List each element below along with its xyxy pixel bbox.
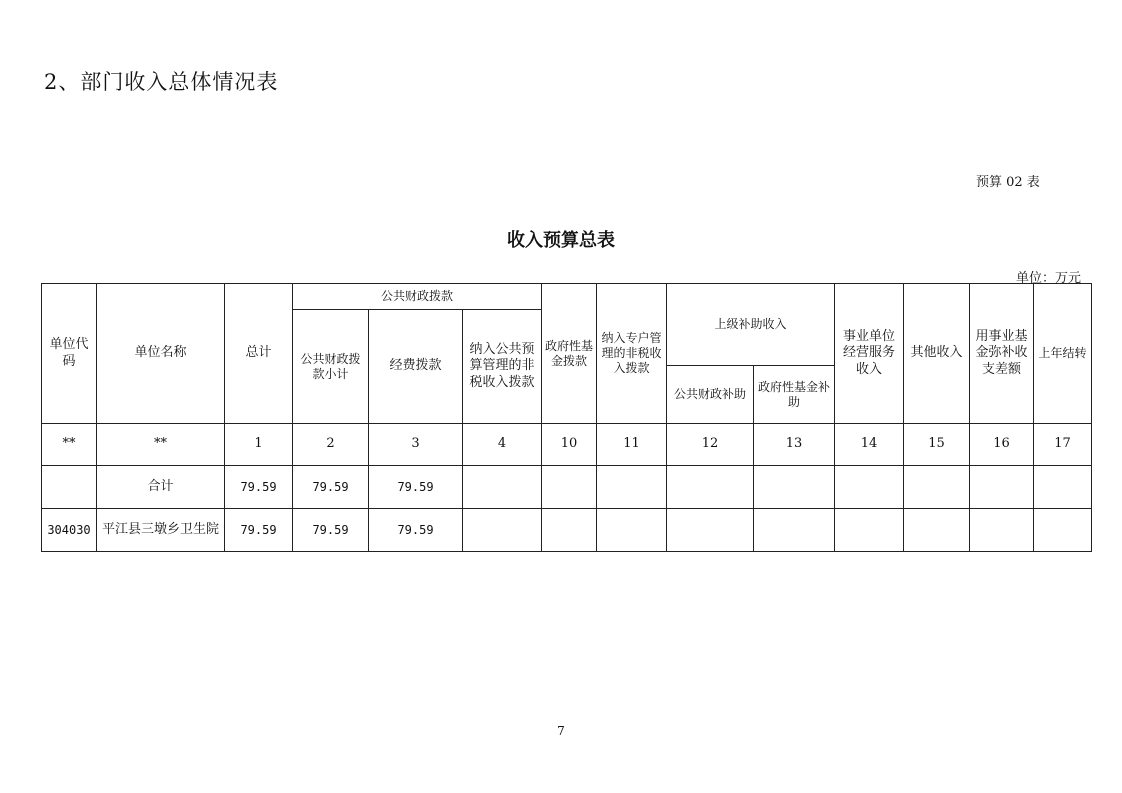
column-code: 15	[904, 424, 970, 466]
header-special-non-tax: 纳入专户管理的非税收入拨款	[597, 284, 667, 424]
header-public-finance: 公共财政拨款	[293, 284, 542, 310]
cell-unit-code	[42, 466, 97, 509]
cell-public-finance-subtotal: 79.59	[293, 509, 369, 552]
table-row-total	[42, 466, 1092, 509]
header-fund-makeup: 用事业基金弥补收支差额	[970, 284, 1034, 424]
header-gov-fund-subsidy: 政府性基金补助	[754, 366, 835, 424]
column-code: 13	[754, 424, 835, 466]
cell-public-finance-subtotal: 79.59	[293, 466, 369, 509]
column-code: 16	[970, 424, 1034, 466]
column-code: 2	[293, 424, 369, 466]
cell-unit-code: 304030	[42, 509, 97, 552]
header-last-year-balance: 上年结转	[1034, 284, 1092, 424]
cell-unit-name: 平江县三墩乡卫生院	[97, 509, 225, 552]
column-code: **	[97, 424, 225, 466]
column-code: 10	[542, 424, 597, 466]
column-code: 3	[369, 424, 463, 466]
cell-total: 79.59	[225, 509, 293, 552]
column-code: 17	[1034, 424, 1092, 466]
table-title: 收入预算总表	[507, 230, 615, 251]
column-code: 1	[225, 424, 293, 466]
header-unit-name: 单位名称	[97, 284, 225, 424]
header-fund-appropriation: 经费拨款	[369, 310, 463, 424]
unit-label: 单位：万元	[1016, 271, 1082, 286]
form-number: 预算 02 表	[976, 175, 1040, 190]
cell-fund-appropriation: 79.59	[369, 466, 463, 509]
income-budget-table	[41, 283, 1092, 552]
header-other-income: 其他收入	[904, 284, 970, 424]
header-gov-fund: 政府性基金拨款	[542, 284, 597, 424]
header-non-tax-budget: 纳入公共预算管理的非税收入拨款	[463, 310, 542, 424]
column-code: 12	[667, 424, 754, 466]
cell-total: 79.59	[225, 466, 293, 509]
column-code: 11	[597, 424, 667, 466]
header-business-income: 事业单位经营服务收入	[835, 284, 904, 424]
table-row-unit	[42, 509, 1092, 552]
page-number: 7	[557, 724, 565, 738]
header-total: 总计	[225, 284, 293, 424]
header-upper-subsidy: 上级补助收入	[667, 284, 835, 366]
section-heading: 2、部门收入总体情况表	[44, 70, 279, 94]
column-code-row	[42, 424, 1092, 466]
cell-unit-name: 合计	[97, 466, 225, 509]
cell-fund-appropriation: 79.59	[369, 509, 463, 552]
header-public-finance-subsidy: 公共财政补助	[667, 366, 754, 424]
column-code: **	[42, 424, 97, 466]
column-code: 14	[835, 424, 904, 466]
column-code: 4	[463, 424, 542, 466]
header-public-finance-subtotal: 公共财政拨款小计	[293, 310, 369, 424]
header-unit-code: 单位代码	[42, 284, 97, 424]
